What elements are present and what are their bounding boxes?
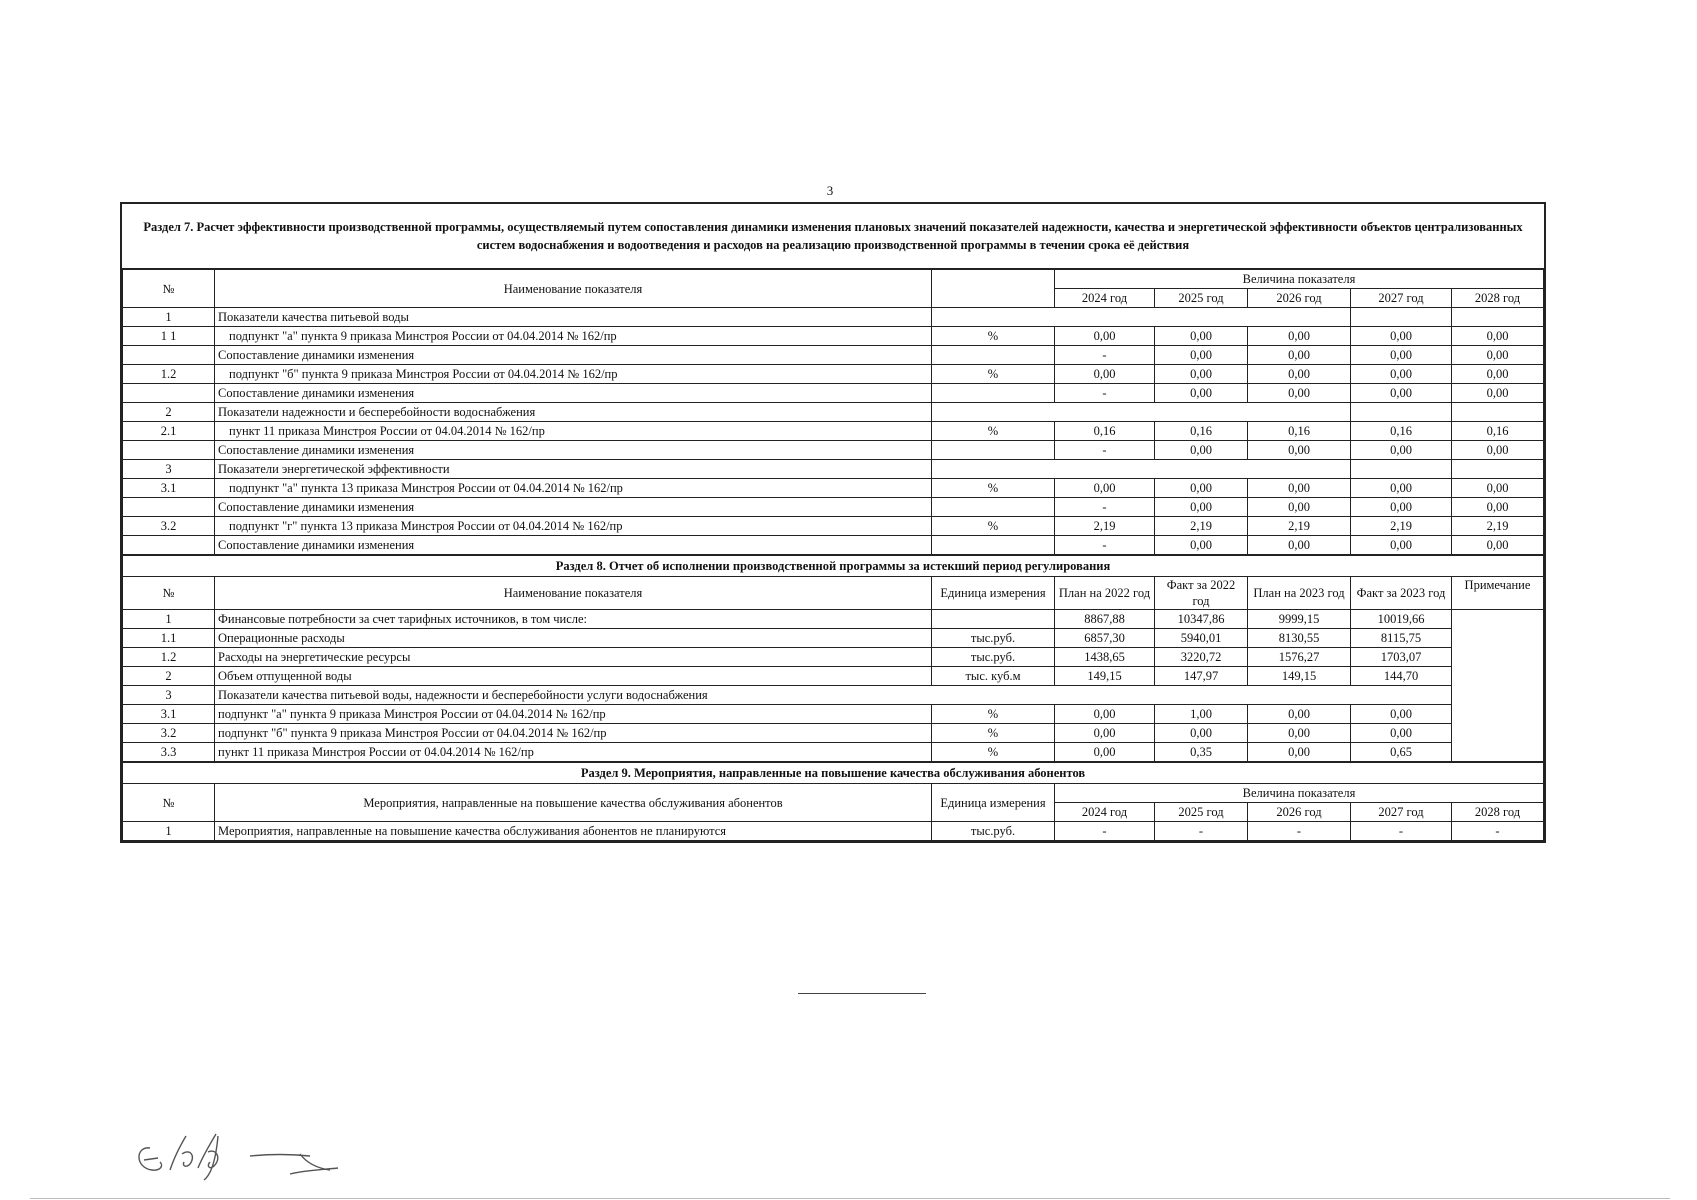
row-number: 1.1 — [123, 629, 215, 648]
row-unit — [932, 498, 1055, 517]
value-cell: 0,00 — [1248, 705, 1351, 724]
value-cell: 2,19 — [1351, 517, 1452, 536]
row-number — [123, 384, 215, 403]
row-number: 3 — [123, 686, 215, 705]
row-name: Сопоставление динамики изменения — [215, 346, 932, 365]
value-cell: 0,00 — [1055, 724, 1155, 743]
table-row — [123, 648, 1544, 667]
row-unit: % — [932, 479, 1055, 498]
row-number — [123, 346, 215, 365]
table-row — [123, 308, 1544, 327]
section8-header-row — [123, 577, 1544, 610]
value-cell: - — [1351, 822, 1452, 841]
value-cell: - — [1452, 822, 1544, 841]
year-header: 2024 год — [1055, 289, 1155, 308]
value-cell: - — [1055, 536, 1155, 555]
row-number: 1.2 — [123, 648, 215, 667]
value-cell: 0,00 — [1452, 327, 1544, 346]
value-cell: 0,00 — [1351, 536, 1452, 555]
value-cell: 0,00 — [1351, 479, 1452, 498]
row-name: Показатели надежности и бесперебойности водоснабжения — [215, 403, 932, 422]
value-cell: 2,19 — [1248, 517, 1351, 536]
table-row — [123, 724, 1544, 743]
col-num-header: № — [123, 577, 215, 610]
row-number: 3.2 — [123, 724, 215, 743]
row-number — [123, 441, 215, 460]
value-cell: 0,00 — [1055, 705, 1155, 724]
plan-2023-header: План на 2023 год — [1248, 577, 1351, 610]
row-number: 2 — [123, 403, 215, 422]
row-number: 2.1 — [123, 422, 215, 441]
value-cell: 0,00 — [1155, 536, 1248, 555]
value-cell — [1351, 460, 1452, 479]
value-cell: 0,00 — [1248, 384, 1351, 403]
year-header: 2026 год — [1248, 803, 1351, 822]
section7-title: Раздел 7. Расчет эффективности производственной программы, осуществляемый путем сопоставления динамики изменения плановых значений показателей надежности, качества и энергетической эффективности объектов централизованных систем водоснабжения и водоотведения и расходов на реализацию производственной программы в течении срока её действия — [120, 202, 1546, 268]
section9-header-row — [123, 784, 1544, 803]
value-cell: - — [1155, 822, 1248, 841]
col-name-header: Наименование показателя — [215, 577, 932, 610]
table-row — [123, 365, 1544, 384]
table-row — [123, 536, 1544, 555]
value-cell: 0,65 — [1351, 743, 1452, 762]
table-row — [123, 686, 1544, 705]
table-row — [123, 384, 1544, 403]
value-cell — [1452, 308, 1544, 327]
value-cell: 0,16 — [1452, 422, 1544, 441]
col-name-header: Наименование показателя — [215, 270, 932, 308]
value-cell: 0,00 — [1248, 724, 1351, 743]
value-cell: 0,16 — [1248, 422, 1351, 441]
row-number: 3 — [123, 460, 215, 479]
row-name: Показатели качества питьевой воды — [215, 308, 932, 327]
year-header: 2028 год — [1452, 289, 1544, 308]
section9-body — [123, 763, 1544, 841]
section8-title: Раздел 8. Отчет об исполнении производственной программы за истекший период регулирования — [123, 556, 1544, 577]
value-cell: 149,15 — [1248, 667, 1351, 686]
table-row — [123, 610, 1544, 629]
row-unit: тыс.руб. — [932, 648, 1055, 667]
fact-2023-header: Факт за 2023 год — [1351, 577, 1452, 610]
value-cell: 0,00 — [1452, 346, 1544, 365]
row-name: подпункт "а" пункта 9 приказа Минстроя России от 04.04.2014 № 162/пр — [215, 327, 932, 346]
value-cell: 0,00 — [1155, 724, 1248, 743]
fact-2022-header: Факт за 2022 год — [1155, 577, 1248, 610]
year-header: 2024 год — [1055, 803, 1155, 822]
row-number: 1.2 — [123, 365, 215, 384]
row-number: 3.1 — [123, 705, 215, 724]
table-row — [123, 498, 1544, 517]
row-number: 1 1 — [123, 327, 215, 346]
value-cell: 2,19 — [1452, 517, 1544, 536]
col-num-header: № — [123, 784, 215, 822]
col-name-header: Мероприятия, направленные на повышение качества обслуживания абонентов — [215, 784, 932, 822]
value-cell: - — [1055, 384, 1155, 403]
value-cell: 1576,27 — [1248, 648, 1351, 667]
value-cell: 0,00 — [1452, 384, 1544, 403]
value-cell: 0,16 — [1351, 422, 1452, 441]
value-cell: 1,00 — [1155, 705, 1248, 724]
value-cell: 0,00 — [1155, 346, 1248, 365]
row-unit: тыс.руб. — [932, 629, 1055, 648]
value-cell: 147,97 — [1155, 667, 1248, 686]
value-cell: 144,70 — [1351, 667, 1452, 686]
value-cell: 0,00 — [1248, 536, 1351, 555]
row-unit — [932, 441, 1055, 460]
value-cell: 0,00 — [1248, 743, 1351, 762]
value-cell: 0,00 — [1351, 346, 1452, 365]
year-header: 2025 год — [1155, 289, 1248, 308]
col-num-header: № — [123, 270, 215, 308]
end-divider — [798, 993, 926, 994]
table-row — [123, 629, 1544, 648]
value-cell: 0,00 — [1452, 498, 1544, 517]
value-cell: 0,00 — [1452, 441, 1544, 460]
value-cell: 0,00 — [1248, 479, 1351, 498]
year-header: 2027 год — [1351, 289, 1452, 308]
value-cell — [1452, 460, 1544, 479]
value-cell: - — [1055, 346, 1155, 365]
row-unit: % — [932, 724, 1055, 743]
value-cell: 0,00 — [1351, 498, 1452, 517]
row-number: 1 — [123, 308, 215, 327]
value-cell: 0,00 — [1248, 365, 1351, 384]
col-unit-header: Единица измерения — [932, 577, 1055, 610]
value-cell: 0,00 — [1055, 479, 1155, 498]
row-name: Сопоставление динамики изменения — [215, 536, 932, 555]
row-name: Операционные расходы — [215, 629, 932, 648]
row-unit — [932, 536, 1055, 555]
value-cell — [1452, 403, 1544, 422]
value-cell: 0,00 — [1055, 365, 1155, 384]
col-unit-header: Единица измерения — [932, 784, 1055, 822]
row-number: 3.1 — [123, 479, 215, 498]
year-header: 2025 год — [1155, 803, 1248, 822]
row-unit: % — [932, 422, 1055, 441]
group-spacer — [932, 308, 1351, 327]
group-spacer — [932, 460, 1351, 479]
row-number: 1 — [123, 822, 215, 841]
value-cell: 9999,15 — [1248, 610, 1351, 629]
table-row — [123, 346, 1544, 365]
value-cell: 0,16 — [1155, 422, 1248, 441]
section9-table — [122, 762, 1544, 841]
row-unit: % — [932, 517, 1055, 536]
row-unit: % — [932, 705, 1055, 724]
note-cell — [1452, 610, 1544, 762]
table-row — [123, 517, 1544, 536]
row-unit — [932, 610, 1055, 629]
row-unit: тыс.руб. — [932, 822, 1055, 841]
row-number — [123, 536, 215, 555]
group-spacer — [932, 403, 1351, 422]
value-cell: 0,00 — [1351, 327, 1452, 346]
table-row — [123, 822, 1544, 841]
row-name: пункт 11 приказа Минстроя России от 04.04.2014 № 162/пр — [215, 743, 932, 762]
row-name: Сопоставление динамики изменения — [215, 498, 932, 517]
row-name: Сопоставление динамики изменения — [215, 441, 932, 460]
section7-header-row — [123, 270, 1544, 289]
value-cell: 0,00 — [1452, 536, 1544, 555]
row-name: подпункт "а" пункта 9 приказа Минстроя России от 04.04.2014 № 162/пр — [215, 705, 932, 724]
row-name: Сопоставление динамики изменения — [215, 384, 932, 403]
row-name: пункт 11 приказа Минстроя России от 04.04.2014 № 162/пр — [215, 422, 932, 441]
section8-table — [122, 555, 1544, 762]
row-number: 3.3 — [123, 743, 215, 762]
table-row — [123, 403, 1544, 422]
page-bottom-edge — [30, 1198, 1670, 1199]
row-name: подпункт "а" пункта 13 приказа Минстроя России от 04.04.2014 № 162/пр — [215, 479, 932, 498]
value-group-header: Величина показателя — [1055, 784, 1544, 803]
value-cell: 0,00 — [1155, 327, 1248, 346]
value-cell: 0,00 — [1055, 743, 1155, 762]
value-cell: 0,00 — [1351, 384, 1452, 403]
row-name: Расходы на энергетические ресурсы — [215, 648, 932, 667]
value-cell: 0,00 — [1155, 365, 1248, 384]
row-number — [123, 498, 215, 517]
table-row — [123, 479, 1544, 498]
value-cell: 10347,86 — [1155, 610, 1248, 629]
table-row — [123, 705, 1544, 724]
tables-frame — [120, 268, 1546, 843]
section9-title: Раздел 9. Мероприятия, направленные на повышение качества обслуживания абонентов — [123, 763, 1544, 784]
row-unit: % — [932, 743, 1055, 762]
row-name: Финансовые потребности за счет тарифных источников, в том числе: — [215, 610, 932, 629]
row-name: Объем отпущенной воды — [215, 667, 932, 686]
row-number: 1 — [123, 610, 215, 629]
value-cell: - — [1055, 441, 1155, 460]
value-cell: 0,00 — [1055, 327, 1155, 346]
value-cell — [1351, 308, 1452, 327]
value-cell: 8130,55 — [1248, 629, 1351, 648]
year-header: 2028 год — [1452, 803, 1544, 822]
value-cell: 0,00 — [1351, 705, 1452, 724]
value-cell: 1703,07 — [1351, 648, 1452, 667]
value-cell: 0,35 — [1155, 743, 1248, 762]
value-cell: 0,00 — [1248, 346, 1351, 365]
section8-body — [123, 556, 1544, 762]
value-cell: 0,00 — [1155, 479, 1248, 498]
row-unit — [932, 346, 1055, 365]
value-cell: 6857,30 — [1055, 629, 1155, 648]
section7-table — [122, 269, 1544, 555]
table-row — [123, 743, 1544, 762]
row-unit: % — [932, 365, 1055, 384]
value-cell: 2,19 — [1055, 517, 1155, 536]
value-cell: 0,00 — [1248, 441, 1351, 460]
signature — [130, 1118, 370, 1193]
value-cell: - — [1248, 822, 1351, 841]
value-cell: 2,19 — [1155, 517, 1248, 536]
value-cell: 0,00 — [1351, 365, 1452, 384]
value-cell: 0,16 — [1055, 422, 1155, 441]
row-number: 3.2 — [123, 517, 215, 536]
value-cell: 149,15 — [1055, 667, 1155, 686]
page-number: 3 — [826, 183, 834, 198]
value-cell: 3220,72 — [1155, 648, 1248, 667]
table-row — [123, 441, 1544, 460]
value-cell: - — [1055, 822, 1155, 841]
value-cell: 8867,88 — [1055, 610, 1155, 629]
year-header: 2026 год — [1248, 289, 1351, 308]
plan-2022-header: План на 2022 год — [1055, 577, 1155, 610]
row-unit — [932, 384, 1055, 403]
value-cell: 0,00 — [1452, 365, 1544, 384]
row-name: Мероприятия, направленные на повышение качества обслуживания абонентов не планируются — [215, 822, 932, 841]
section7-body — [123, 270, 1544, 555]
value-cell — [1351, 403, 1452, 422]
year-header: 2027 год — [1351, 803, 1452, 822]
table-row — [123, 667, 1544, 686]
row-name: подпункт "г" пункта 13 приказа Минстроя России от 04.04.2014 № 162/пр — [215, 517, 932, 536]
row-unit: % — [932, 327, 1055, 346]
value-cell: 0,00 — [1351, 724, 1452, 743]
table-row — [123, 422, 1544, 441]
document-body — [120, 202, 1546, 843]
value-cell: 0,00 — [1155, 384, 1248, 403]
col-unit-header — [932, 270, 1055, 308]
value-cell: 5940,01 — [1155, 629, 1248, 648]
row-unit: тыс. куб.м — [932, 667, 1055, 686]
row-name: подпункт "б" пункта 9 приказа Минстроя России от 04.04.2014 № 162/пр — [215, 724, 932, 743]
row-name: Показатели качества питьевой воды, надежности и бесперебойности услуги водоснабжения — [215, 686, 1452, 705]
value-group-header: Величина показателя — [1055, 270, 1544, 289]
row-name: Показатели энергетической эффективности — [215, 460, 932, 479]
value-cell: 0,00 — [1248, 498, 1351, 517]
table-row — [123, 460, 1544, 479]
value-cell: 1438,65 — [1055, 648, 1155, 667]
row-number: 2 — [123, 667, 215, 686]
value-cell: 10019,66 — [1351, 610, 1452, 629]
value-cell: 0,00 — [1155, 441, 1248, 460]
value-cell: 0,00 — [1248, 327, 1351, 346]
value-cell: 0,00 — [1452, 479, 1544, 498]
table-row — [123, 327, 1544, 346]
value-cell: - — [1055, 498, 1155, 517]
note-header: Примечание — [1452, 577, 1544, 610]
value-cell: 0,00 — [1351, 441, 1452, 460]
value-cell: 0,00 — [1155, 498, 1248, 517]
row-name: подпункт "б" пункта 9 приказа Минстроя России от 04.04.2014 № 162/пр — [215, 365, 932, 384]
value-cell: 8115,75 — [1351, 629, 1452, 648]
